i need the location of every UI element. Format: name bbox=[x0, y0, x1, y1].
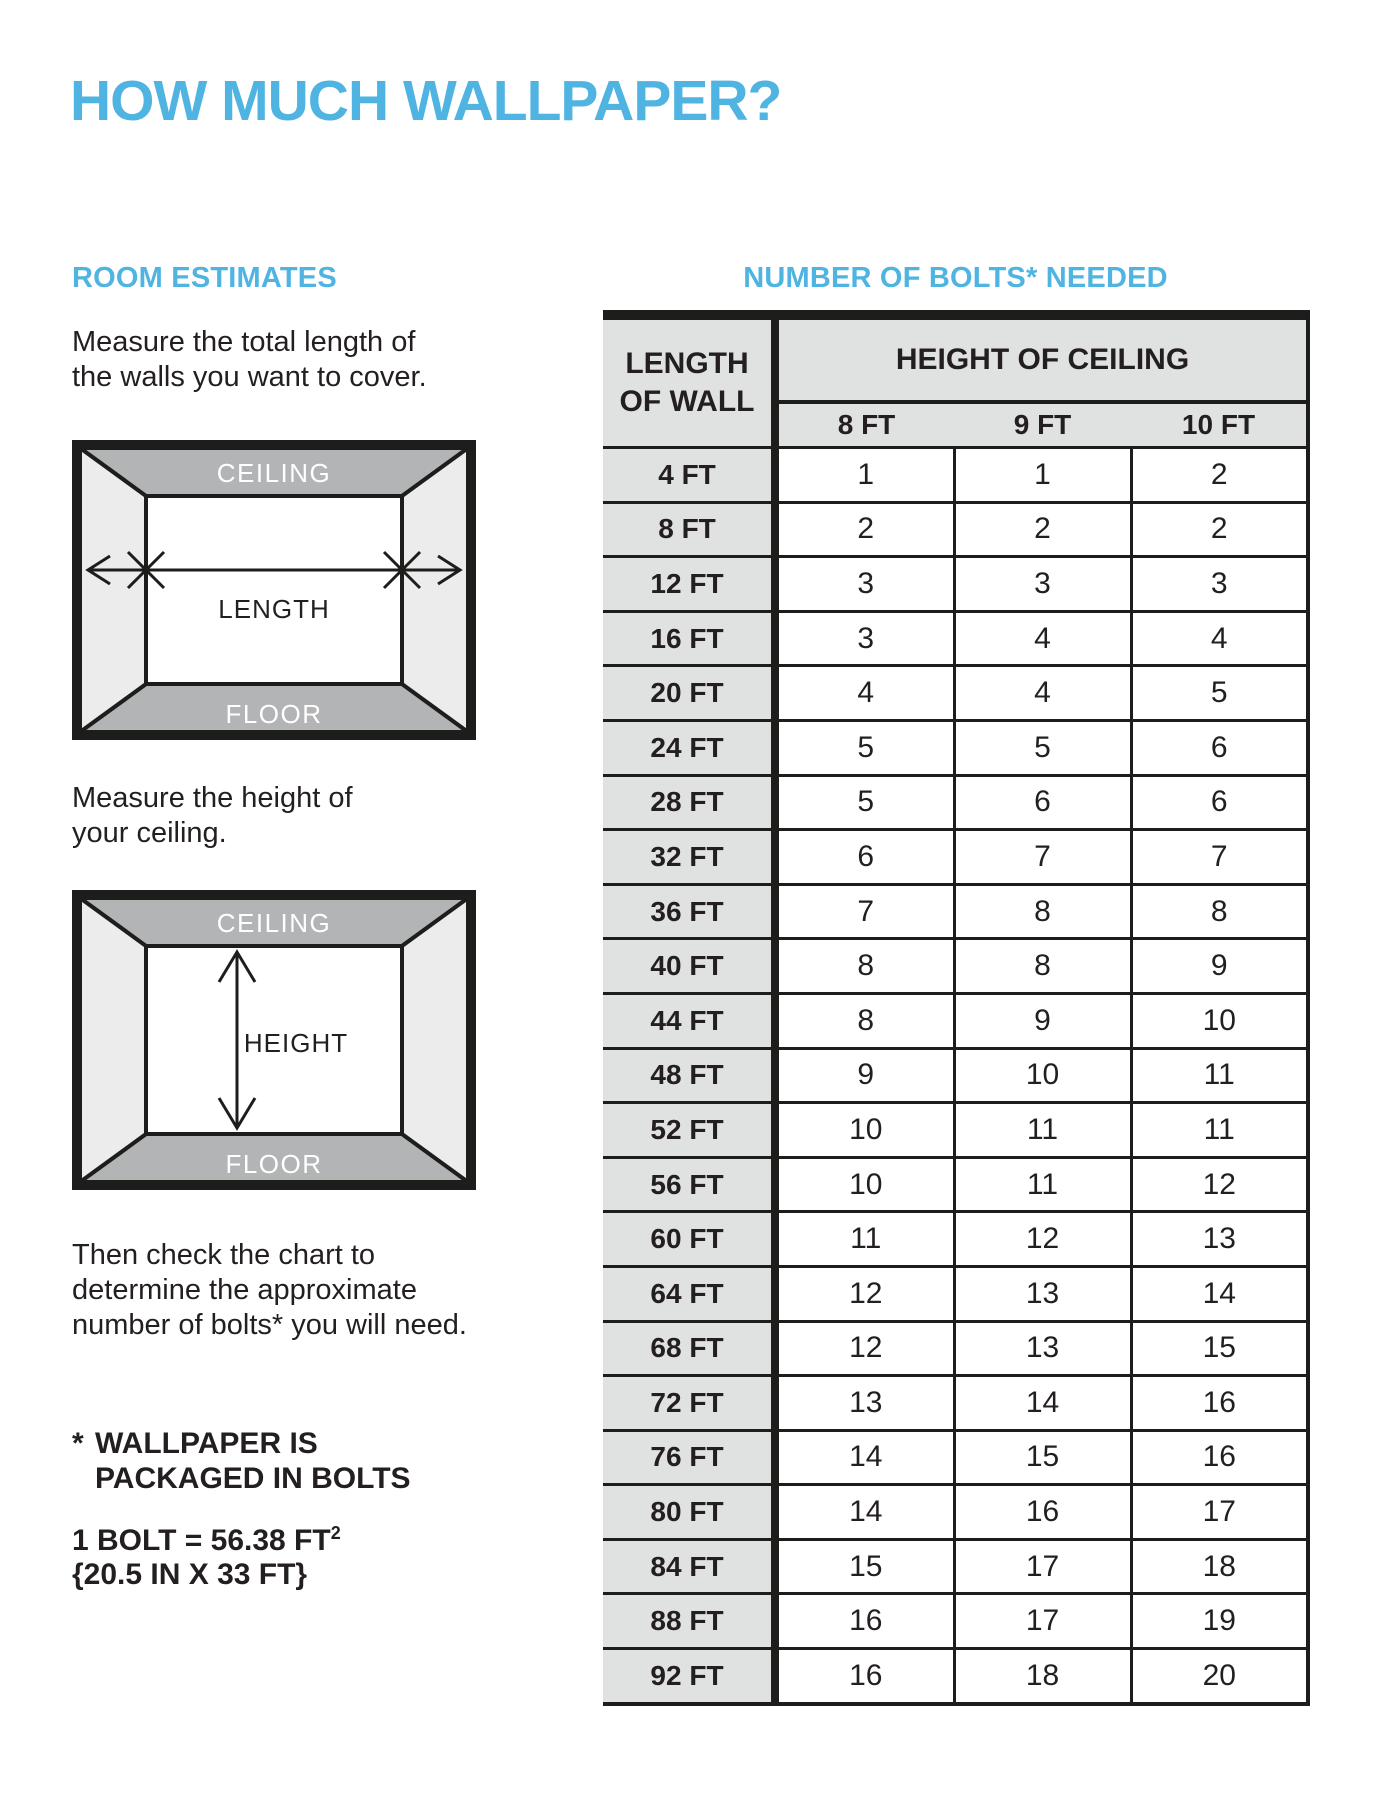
bolt-table-body bbox=[603, 448, 1308, 1704]
floor-label: FLOOR bbox=[225, 699, 323, 729]
bolts-needed-heading: NUMBER OF BOLTS* NEEDED bbox=[743, 262, 1168, 294]
bolts-8ft-cell: 4 bbox=[775, 666, 954, 721]
bolts-9ft-cell: 15 bbox=[954, 1430, 1131, 1485]
bolts-10ft-cell: 7 bbox=[1131, 830, 1308, 885]
bolts-9ft-cell: 2 bbox=[954, 502, 1131, 557]
table-row bbox=[603, 1266, 1308, 1321]
footnote-line: WALLPAPER IS bbox=[95, 1427, 318, 1460]
floor-label: FLOOR bbox=[225, 1149, 323, 1179]
col-group-header: HEIGHT OF CEILING bbox=[775, 315, 1308, 402]
measure-height-paragraph bbox=[72, 781, 353, 851]
bolts-8ft-cell: 13 bbox=[775, 1376, 954, 1431]
wall-length-cell: 44 FT bbox=[603, 993, 775, 1048]
bolts-9ft-cell: 17 bbox=[954, 1539, 1131, 1594]
bolts-9ft-cell: 4 bbox=[954, 611, 1131, 666]
bolts-9ft-cell: 1 bbox=[954, 448, 1131, 503]
bolts-9ft-cell: 18 bbox=[954, 1649, 1131, 1704]
paragraph-line: your ceiling. bbox=[72, 817, 227, 849]
col-header-8ft: 8 FT bbox=[775, 402, 954, 448]
wall-length-cell: 92 FT bbox=[603, 1649, 775, 1704]
height-label: HEIGHT bbox=[243, 1028, 349, 1058]
bolts-9ft-cell: 4 bbox=[954, 666, 1131, 721]
wall-length-cell: 4 FT bbox=[603, 448, 775, 503]
bolts-8ft-cell: 5 bbox=[775, 775, 954, 830]
bolts-footnote bbox=[72, 1426, 411, 1496]
bolts-8ft-cell: 12 bbox=[775, 1321, 954, 1376]
bolts-9ft-cell: 13 bbox=[954, 1266, 1131, 1321]
table-row bbox=[603, 1157, 1308, 1212]
wall-length-cell: 84 FT bbox=[603, 1539, 775, 1594]
bolts-10ft-cell: 2 bbox=[1131, 448, 1308, 503]
table-row bbox=[603, 720, 1308, 775]
bolts-10ft-cell: 4 bbox=[1131, 611, 1308, 666]
bolts-8ft-cell: 2 bbox=[775, 502, 954, 557]
bolts-10ft-cell: 20 bbox=[1131, 1649, 1308, 1704]
paragraph-line: Then check the chart to bbox=[72, 1239, 376, 1271]
bolts-8ft-cell: 14 bbox=[775, 1485, 954, 1540]
bolts-10ft-cell: 9 bbox=[1131, 939, 1308, 994]
bolts-9ft-cell: 6 bbox=[954, 775, 1131, 830]
bolt-size-spec bbox=[72, 1524, 341, 1592]
paragraph-line: number of bolts* you will need. bbox=[72, 1309, 467, 1341]
bolts-8ft-cell: 12 bbox=[775, 1266, 954, 1321]
bolts-9ft-cell: 8 bbox=[954, 884, 1131, 939]
bolts-10ft-cell: 11 bbox=[1131, 1103, 1308, 1158]
page-title: HOW MUCH WALLPAPER? bbox=[70, 69, 782, 133]
bolts-9ft-cell: 12 bbox=[954, 1212, 1131, 1267]
bolts-8ft-cell: 3 bbox=[775, 557, 954, 612]
right-wall-face bbox=[402, 448, 468, 732]
col-header-10ft: 10 FT bbox=[1131, 402, 1308, 448]
squared-exponent: 2 bbox=[330, 1523, 341, 1543]
bolts-10ft-cell: 16 bbox=[1131, 1430, 1308, 1485]
wall-length-cell: 76 FT bbox=[603, 1430, 775, 1485]
bolts-9ft-cell: 5 bbox=[954, 720, 1131, 775]
bolts-8ft-cell: 7 bbox=[775, 884, 954, 939]
bolts-table bbox=[603, 310, 1310, 1706]
ceiling-label: CEILING bbox=[216, 908, 332, 938]
bolt-dimensions: {20.5 IN X 33 FT} bbox=[72, 1558, 308, 1591]
bolts-10ft-cell: 13 bbox=[1131, 1212, 1308, 1267]
bolts-10ft-cell: 10 bbox=[1131, 993, 1308, 1048]
bolts-10ft-cell: 19 bbox=[1131, 1594, 1308, 1649]
table-row bbox=[603, 448, 1308, 503]
wall-length-cell: 8 FT bbox=[603, 502, 775, 557]
bolts-9ft-cell: 11 bbox=[954, 1103, 1131, 1158]
table-row bbox=[603, 1594, 1308, 1649]
bolts-10ft-cell: 2 bbox=[1131, 502, 1308, 557]
room-length-diagram bbox=[72, 440, 476, 740]
bolts-9ft-cell: 3 bbox=[954, 557, 1131, 612]
table-row bbox=[603, 611, 1308, 666]
bolts-8ft-cell: 15 bbox=[775, 1539, 954, 1594]
table-row bbox=[603, 666, 1308, 721]
table-row bbox=[603, 1430, 1308, 1485]
bolts-9ft-cell: 13 bbox=[954, 1321, 1131, 1376]
back-wall-face bbox=[146, 496, 402, 684]
bolts-9ft-cell: 8 bbox=[954, 939, 1131, 994]
bolts-8ft-cell: 5 bbox=[775, 720, 954, 775]
col-header-9ft: 9 FT bbox=[954, 402, 1131, 448]
wall-length-cell: 32 FT bbox=[603, 830, 775, 885]
bolts-10ft-cell: 5 bbox=[1131, 666, 1308, 721]
table-row bbox=[603, 1048, 1308, 1103]
bolts-10ft-cell: 3 bbox=[1131, 557, 1308, 612]
wall-length-cell: 56 FT bbox=[603, 1157, 775, 1212]
wall-length-cell: 40 FT bbox=[603, 939, 775, 994]
measure-length-paragraph bbox=[72, 325, 427, 395]
table-row bbox=[603, 502, 1308, 557]
bolts-8ft-cell: 14 bbox=[775, 1430, 954, 1485]
paragraph-line: determine the approximate bbox=[72, 1274, 417, 1306]
bolts-8ft-cell: 11 bbox=[775, 1212, 954, 1267]
bolts-10ft-cell: 18 bbox=[1131, 1539, 1308, 1594]
table-row bbox=[603, 939, 1308, 994]
table-row bbox=[603, 1103, 1308, 1158]
bolts-9ft-cell: 14 bbox=[954, 1376, 1131, 1431]
table-row bbox=[603, 1376, 1308, 1431]
bolts-10ft-cell: 6 bbox=[1131, 775, 1308, 830]
wall-length-cell: 48 FT bbox=[603, 1048, 775, 1103]
wall-length-cell: 88 FT bbox=[603, 1594, 775, 1649]
table-row bbox=[603, 884, 1308, 939]
bolts-9ft-cell: 7 bbox=[954, 830, 1131, 885]
bolts-9ft-cell: 17 bbox=[954, 1594, 1131, 1649]
table-row bbox=[603, 557, 1308, 612]
bolts-8ft-cell: 1 bbox=[775, 448, 954, 503]
bolts-10ft-cell: 11 bbox=[1131, 1048, 1308, 1103]
table-row bbox=[603, 993, 1308, 1048]
bolts-10ft-cell: 6 bbox=[1131, 720, 1308, 775]
wall-length-cell: 36 FT bbox=[603, 884, 775, 939]
bolts-10ft-cell: 15 bbox=[1131, 1321, 1308, 1376]
check-chart-paragraph bbox=[72, 1238, 467, 1343]
bolts-table-container bbox=[603, 310, 1310, 1706]
bolts-8ft-cell: 10 bbox=[775, 1157, 954, 1212]
bolts-10ft-cell: 16 bbox=[1131, 1376, 1308, 1431]
bolt-equation: 1 BOLT = 56.38 $FT^2$ bbox=[72, 1523, 341, 1557]
bolts-9ft-cell: 16 bbox=[954, 1485, 1131, 1540]
table-row bbox=[603, 1539, 1308, 1594]
wall-length-cell: 80 FT bbox=[603, 1485, 775, 1540]
wall-length-cell: 28 FT bbox=[603, 775, 775, 830]
bolts-10ft-cell: 8 bbox=[1131, 884, 1308, 939]
table-row bbox=[603, 1212, 1308, 1267]
bolts-8ft-cell: 8 bbox=[775, 993, 954, 1048]
table-row bbox=[603, 1649, 1308, 1704]
right-wall-face bbox=[402, 898, 468, 1182]
room-estimates-heading: ROOM ESTIMATES bbox=[72, 262, 337, 294]
ceiling-label: CEILING bbox=[216, 458, 332, 488]
bolts-9ft-cell: 9 bbox=[954, 993, 1131, 1048]
bolts-8ft-cell: 10 bbox=[775, 1103, 954, 1158]
length-label: LENGTH bbox=[218, 594, 330, 624]
wall-length-cell: 24 FT bbox=[603, 720, 775, 775]
table-row bbox=[603, 775, 1308, 830]
row-axis-header: LENGTH OF WALL bbox=[603, 315, 775, 448]
wall-length-cell: 16 FT bbox=[603, 611, 775, 666]
bolts-8ft-cell: 16 bbox=[775, 1649, 954, 1704]
footnote-line: PACKAGED IN BOLTS bbox=[95, 1462, 411, 1495]
wall-length-cell: 68 FT bbox=[603, 1321, 775, 1376]
bolts-9ft-cell: 10 bbox=[954, 1048, 1131, 1103]
table-row bbox=[603, 1321, 1308, 1376]
left-wall-face bbox=[80, 448, 146, 732]
wall-length-cell: 72 FT bbox=[603, 1376, 775, 1431]
wall-length-cell: 20 FT bbox=[603, 666, 775, 721]
wall-length-cell: 64 FT bbox=[603, 1266, 775, 1321]
bolts-8ft-cell: 8 bbox=[775, 939, 954, 994]
room-height-diagram bbox=[72, 890, 476, 1190]
table-row bbox=[603, 1485, 1308, 1540]
paragraph-line: Measure the height of bbox=[72, 782, 353, 814]
footnote-asterisk: * bbox=[72, 1427, 84, 1460]
paragraph-line: Measure the total length of bbox=[72, 326, 416, 358]
table-row bbox=[603, 830, 1308, 885]
bolts-10ft-cell: 12 bbox=[1131, 1157, 1308, 1212]
bolts-8ft-cell: 3 bbox=[775, 611, 954, 666]
wall-length-cell: 52 FT bbox=[603, 1103, 775, 1158]
paragraph-line: the walls you want to cover. bbox=[72, 361, 427, 393]
wall-length-cell: 60 FT bbox=[603, 1212, 775, 1267]
bolts-8ft-cell: 6 bbox=[775, 830, 954, 885]
left-wall-face bbox=[80, 898, 146, 1182]
wall-length-cell: 12 FT bbox=[603, 557, 775, 612]
bolts-8ft-cell: 16 bbox=[775, 1594, 954, 1649]
bolts-9ft-cell: 11 bbox=[954, 1157, 1131, 1212]
bolts-8ft-cell: 9 bbox=[775, 1048, 954, 1103]
bolts-10ft-cell: 17 bbox=[1131, 1485, 1308, 1540]
bolts-10ft-cell: 14 bbox=[1131, 1266, 1308, 1321]
